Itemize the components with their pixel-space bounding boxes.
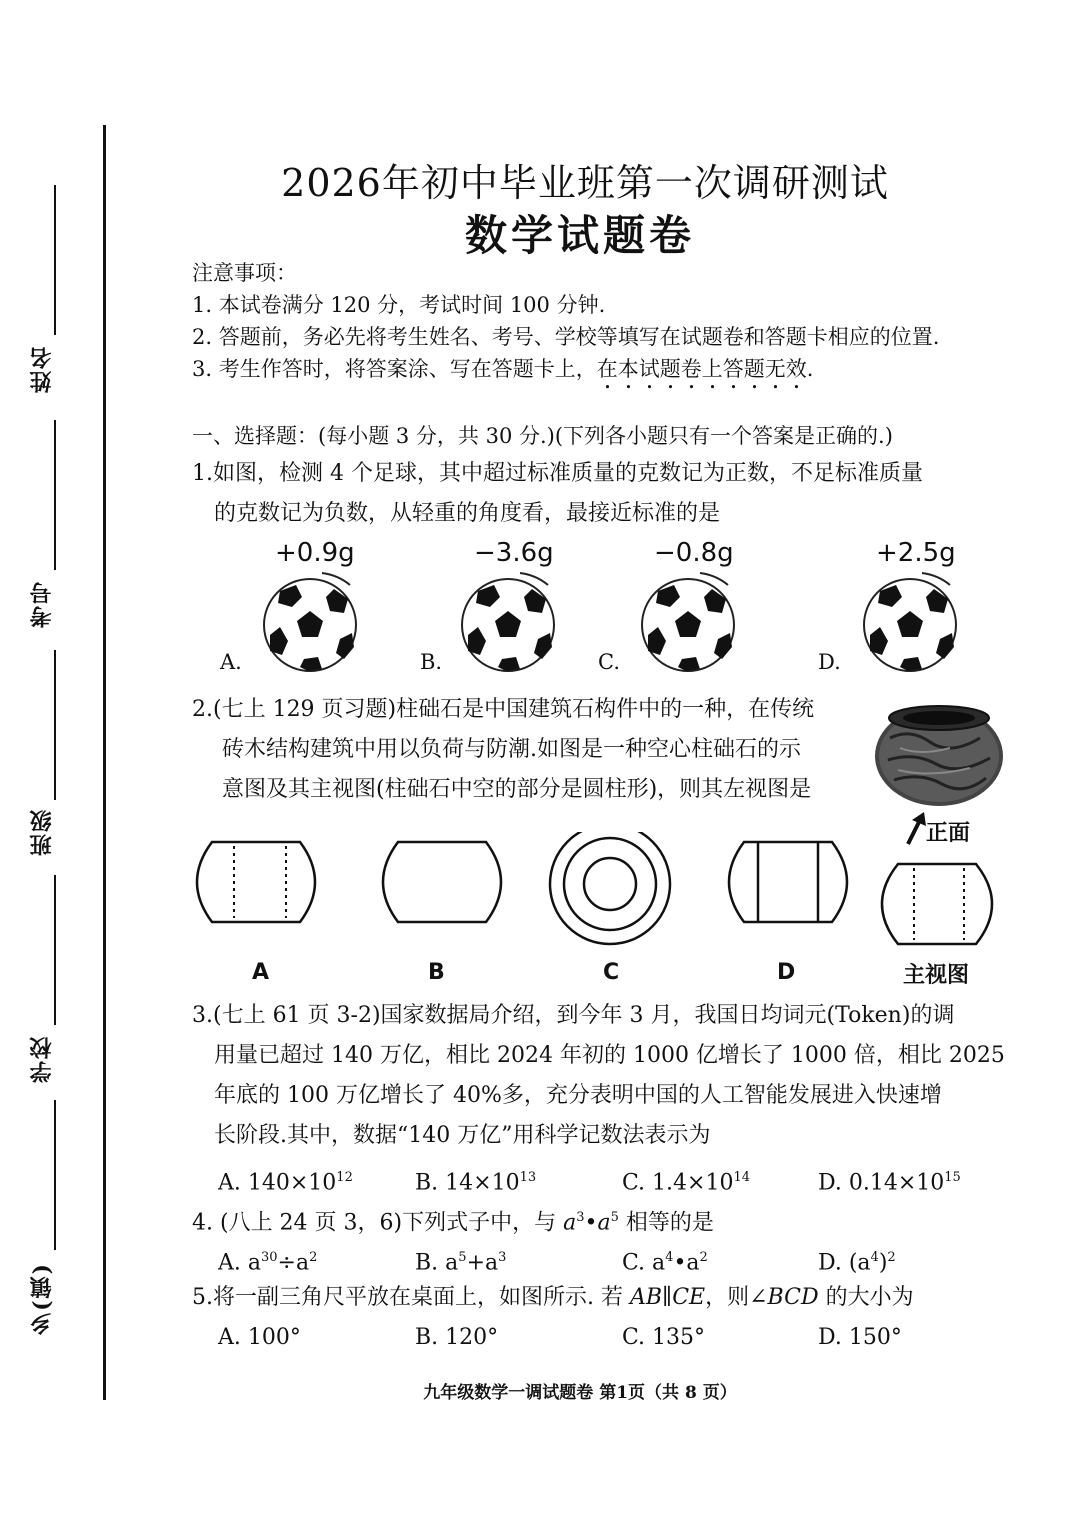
q4-option-c	[622, 1238, 708, 1283]
q4-stem-exp-2: 5	[610, 1210, 619, 1225]
q2-line3: 意图及其主视图(柱础石中空的部分是圆柱形)，则其左视图是	[222, 777, 812, 802]
note-3-emphasis: 在本试题卷上答题无效	[596, 357, 807, 381]
q4-option-b-text: B. a	[415, 1250, 459, 1276]
q4-option-b-exp2: 3	[498, 1250, 507, 1265]
view-c-shape	[550, 832, 670, 944]
mass-d: +2.5g	[876, 538, 956, 568]
q4-option-a	[218, 1238, 317, 1283]
q4-option-a-exp2: 2	[309, 1250, 318, 1265]
q3-option-d	[818, 1158, 961, 1203]
q5-stem-angle: ，则∠	[705, 1285, 768, 1310]
mass-b: −3.6g	[474, 538, 554, 568]
q5-option-d: D. 150°	[818, 1325, 902, 1350]
q3-option-c-text: C. 1.4×10	[622, 1170, 734, 1196]
exam-title: 2026年初中毕业班第一次调研测试	[281, 161, 889, 205]
q5-stem-angle-name: BCD	[767, 1285, 819, 1310]
view-label-d: D	[777, 960, 796, 985]
q4-option-b-mid: +a	[466, 1250, 499, 1276]
q3-option-a-text: A. 140×10	[218, 1170, 337, 1196]
q4-option-d	[818, 1238, 896, 1283]
q4-option-d-text: D. (a	[818, 1250, 871, 1276]
q5-stem-end: 的大小为	[818, 1285, 914, 1310]
exam-no-label: 考号	[29, 580, 55, 628]
note-3	[192, 354, 813, 394]
q1-option-a: A.	[220, 650, 242, 674]
front-label: 正面	[926, 821, 971, 846]
q5-stem-parallel: AB∥CE	[629, 1285, 706, 1310]
view-label-b: B	[428, 960, 445, 985]
class-label: 班级	[29, 808, 55, 856]
q3-option-b-text: B. 14×10	[415, 1170, 520, 1196]
exam-subtitle: 数学试题卷	[464, 211, 695, 260]
q3-line3: 年底的 100 万亿增长了 40%多，充分表明中国的人工智能发展进入快速增	[214, 1083, 942, 1108]
q3-option-c-exp: 14	[733, 1170, 750, 1185]
view-label-c: C	[603, 960, 620, 985]
q5-stem-text: 5.将一副三角尺平放在桌面上，如图所示. 若	[192, 1285, 630, 1310]
q4-stem-var-2: a	[597, 1210, 611, 1236]
q4-option-b-exp1: 5	[458, 1250, 467, 1265]
note-3-text: 3. 考生作答时，将答案涂、写在答题卡上，	[192, 357, 597, 381]
view-d-shape	[729, 842, 847, 922]
soccer-ball-a-icon	[264, 573, 356, 671]
q3-option-c	[622, 1158, 750, 1203]
q4-stem-exp-1: 3	[576, 1210, 585, 1225]
town-label: 乡(镇)	[29, 1262, 55, 1335]
q3-option-b	[415, 1158, 536, 1203]
view-label-a: A	[252, 960, 270, 985]
column-base-stone-photo	[870, 698, 1008, 810]
view-a-shape	[197, 842, 315, 922]
view-b-shape	[383, 842, 501, 922]
q2-line1: 2.(七上 129 页习题)柱础石是中国建筑石构件中的一种，在传统	[192, 697, 815, 722]
q5-option-a: A. 100°	[218, 1325, 301, 1350]
name-label: 姓名	[29, 345, 55, 393]
q1-option-d: D.	[818, 650, 841, 674]
q3-line4: 长阶段.其中，数据“140 万亿”用科学记数法表示为	[214, 1123, 711, 1148]
exam-no-field-line	[54, 420, 56, 570]
q3-option-b-exp: 13	[519, 1170, 537, 1185]
note-3-end: .	[806, 357, 814, 381]
q1-option-b: B.	[420, 650, 443, 674]
note-2: 2. 答题前，务必先将考生姓名、考号、学校等填写在试题卷和答题卡相应的位置.	[192, 325, 940, 349]
section-1-heading: 一、选择题：(每小题 3 分，共 30 分.)(下列各小题只有一个答案是正确的.)	[192, 424, 893, 448]
q3-option-a	[218, 1158, 353, 1203]
main-view-shape	[882, 864, 992, 944]
q3-line1: 3.(七上 61 页 3-2)国家数据局介绍，到今年 3 月，我国日均词元(Token)的调	[192, 1003, 955, 1028]
q4-option-a-text: A. a	[218, 1250, 261, 1276]
q3-option-a-exp: 12	[336, 1170, 353, 1185]
q4-option-c-exp2: 2	[699, 1250, 708, 1265]
q5-stem	[192, 1278, 914, 1318]
soccer-ball-b-icon	[462, 573, 554, 671]
q4-option-d-exp1: 4	[870, 1250, 879, 1265]
q4-stem-end: 相等的是	[618, 1210, 714, 1236]
q1-line1: 1.如图，检测 4 个足球，其中超过标准质量的克数记为正数，不足标准质量	[192, 461, 923, 486]
q1-option-c: C.	[598, 650, 620, 674]
q4-option-d-mid: )	[878, 1250, 888, 1276]
town-field-line	[54, 1100, 56, 1250]
q4-option-a-mid: ÷a	[277, 1250, 310, 1276]
q2-line2: 砖木结构建筑中用以负荷与防潮.如图是一种空心柱础石的示	[222, 737, 801, 762]
q5-option-c: C. 135°	[622, 1325, 706, 1350]
q3-option-d-text: D. 0.14×10	[818, 1170, 945, 1196]
main-view-label: 主视图	[903, 963, 970, 988]
q4-stem-var-1: a	[563, 1210, 577, 1236]
q4-option-a-exp1: 30	[261, 1250, 278, 1265]
q5-option-b: B. 120°	[415, 1325, 499, 1350]
q4-option-d-exp2: 2	[887, 1250, 896, 1265]
mass-c: −0.8g	[654, 538, 734, 568]
soccer-ball-c-icon	[642, 573, 734, 671]
q4-option-c-exp1: 4	[665, 1250, 674, 1265]
mass-a: +0.9g	[275, 538, 355, 568]
q4-option-b	[415, 1238, 506, 1283]
page-footer: 九年级数学一调试题卷 第1页（共 8 页）	[423, 1383, 737, 1403]
school-label: 学校	[29, 1035, 55, 1083]
q3-option-d-exp: 15	[944, 1170, 961, 1185]
soccer-ball-d-icon	[864, 573, 956, 671]
q3-line2: 用量已超过 140 万亿，相比 2024 年初的 1000 亿增长了 1000 倍，相比 2025	[214, 1043, 1005, 1068]
q4-stem-dot: •	[584, 1210, 598, 1236]
soccer-balls-figure	[240, 570, 1000, 680]
q4-stem	[192, 1198, 714, 1243]
q1-line2: 的克数记为负数，从轻重的角度看，最接近标准的是	[214, 501, 721, 526]
school-field-line	[54, 875, 56, 1025]
q4-stem-text: 4. (八上 24 页 3，6)下列式子中，与	[192, 1210, 564, 1236]
note-1: 1. 本试卷满分 120 分，考试时间 100 分钟.	[192, 293, 606, 317]
q4-option-c-text: C. a	[622, 1250, 666, 1276]
binding-margin-line	[103, 125, 106, 1400]
class-field-line	[54, 650, 56, 800]
notes-heading: 注意事项：	[192, 261, 297, 285]
q4-option-c-mid: •a	[673, 1250, 700, 1276]
